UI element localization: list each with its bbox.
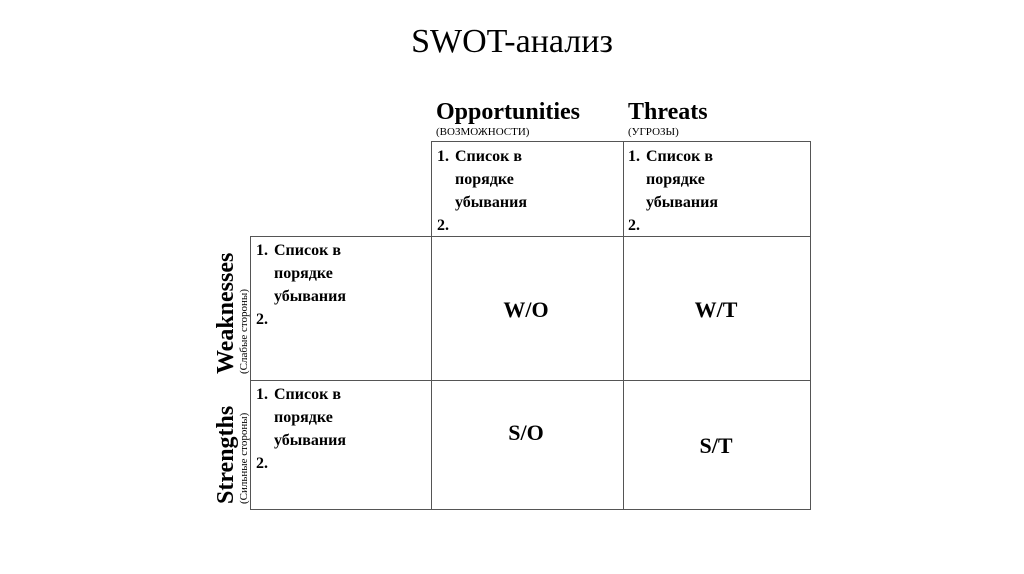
list-text-line: порядке — [274, 265, 333, 282]
column-sublabel: (ВОЗМОЖНОСТИ) — [436, 126, 530, 138]
row-label: Weaknesses — [213, 252, 239, 374]
list-item: 2. — [628, 217, 640, 234]
list-text-line: Список в — [274, 242, 341, 259]
list-text-line: Список в — [274, 386, 341, 403]
row-header-weaknesses — [214, 253, 251, 374]
quadrant-label-so: S/O — [508, 420, 544, 445]
list-number: 1. — [628, 148, 640, 165]
column-header-threats — [628, 98, 708, 139]
list-item — [437, 145, 527, 214]
page-title: SWOT-анализ — [411, 23, 613, 60]
column-label: Threats — [628, 99, 708, 125]
quadrant-label-wo: W/O — [503, 297, 549, 322]
list-text-line: Список в — [646, 148, 713, 165]
row-sublabel: (Сильные стороны) — [238, 412, 250, 504]
weaknesses-list — [256, 239, 346, 331]
list-item: 2. — [437, 217, 449, 234]
quadrant-label-st: S/T — [699, 433, 733, 458]
row-sublabel: (Слабые стороны) — [238, 289, 250, 374]
threats-list — [628, 145, 718, 237]
list-item: 2. — [256, 311, 268, 328]
column-header-opportunities — [436, 98, 580, 139]
list-number: 1. — [437, 148, 449, 165]
list-item — [256, 383, 346, 452]
list-text-line: убывания — [455, 194, 528, 211]
list-text-line: убывания — [274, 432, 347, 449]
list-number: 1. — [256, 242, 268, 259]
list-text-line: порядке — [646, 171, 705, 188]
list-number: 1. — [256, 386, 268, 403]
list-text-line: порядке — [274, 409, 333, 426]
list-text-line: Список в — [455, 148, 522, 165]
list-text-line: порядке — [455, 171, 514, 188]
column-sublabel: (УГРОЗЫ) — [628, 126, 679, 138]
list-text-line: убывания — [274, 288, 347, 305]
row-header-strengths — [214, 406, 251, 504]
list-text-line: убывания — [646, 194, 719, 211]
column-label: Opportunities — [436, 99, 581, 125]
strengths-list — [256, 383, 346, 475]
list-item — [628, 145, 718, 214]
row-label: Strengths — [213, 405, 239, 504]
opportunities-list — [437, 145, 527, 237]
list-item — [256, 239, 346, 308]
quadrant-label-wt: W/T — [694, 297, 738, 322]
list-item: 2. — [256, 455, 268, 472]
